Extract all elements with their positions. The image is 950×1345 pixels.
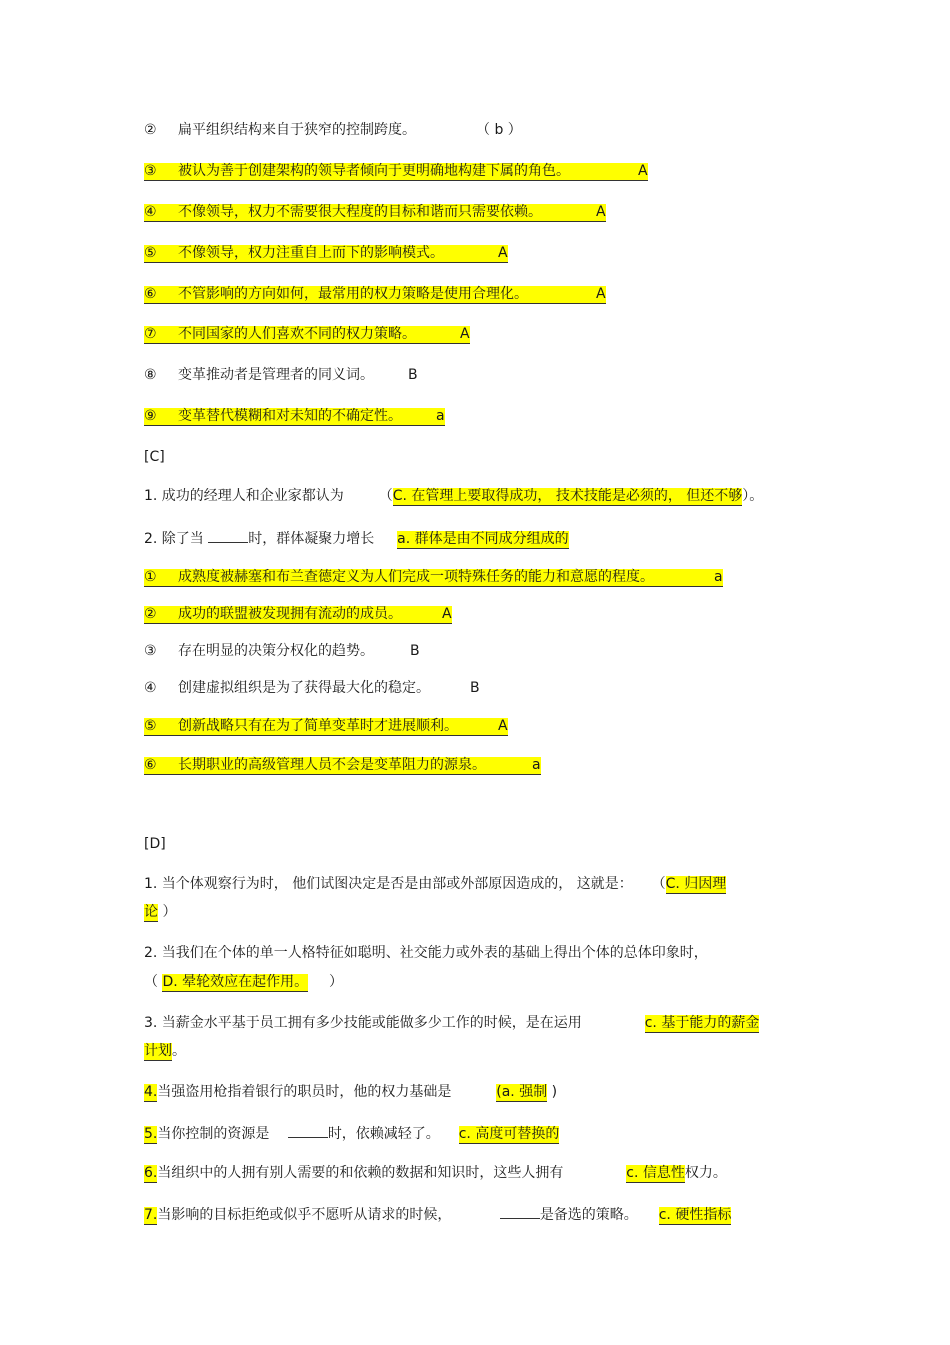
question-text: 2. 除了当 [144, 531, 204, 547]
question-d1 [144, 874, 726, 894]
answer-highlight: (a. 强制 [496, 1084, 548, 1100]
statement-body [144, 122, 522, 138]
statement-answer: a [714, 569, 723, 585]
statement-text: 存在明显的决策分权化的趋势。 [178, 643, 374, 659]
question-text: 权力。 [684, 1165, 727, 1181]
statement-answer: B [470, 680, 480, 696]
question-d1-cont [144, 902, 176, 922]
statement-text: 长期职业的高级管理人员不会是变革阻力的源泉。 [178, 757, 486, 773]
statement-text: 不像领导，权力不需要很大程度的目标和谐而只需要依赖。 [178, 204, 542, 220]
statement-number: ① [144, 569, 157, 585]
statement-answer: A [596, 204, 606, 220]
statement-text: 不管影响的方向如何，最常用的权力策略是使用合理化。 [178, 286, 528, 302]
statement-highlight [144, 408, 445, 426]
statement-text: 成熟度被赫塞和布兰查德定义为人们完成一项特殊任务的能力和意愿的程度。 [178, 569, 654, 585]
statement-answer: A [460, 326, 470, 342]
section-heading-c: [C] [144, 449, 165, 465]
statement-text: 不同国家的人们喜欢不同的权力策略。 [178, 326, 416, 342]
close-paren: ） [162, 904, 177, 920]
statement-item [144, 567, 723, 587]
statement-number: ④ [144, 204, 157, 220]
open-paren: （ [651, 876, 666, 892]
statement-number: ⑤ [144, 245, 157, 261]
statement-item [144, 641, 420, 661]
question-d6 [144, 1163, 727, 1183]
statement-number: ② [144, 122, 157, 138]
question-text: 当影响的目标拒绝或似乎不愿听从请求的时候， [157, 1207, 452, 1223]
statement-text: 成功的联盟被发现拥有流动的成员。 [178, 606, 402, 622]
statement-number: ⑤ [144, 718, 157, 734]
fill-blank [208, 528, 248, 543]
question-d2-cont [144, 972, 343, 992]
question-number-highlight: 4. [144, 1084, 158, 1100]
statement-highlight [144, 569, 723, 587]
statement-body [144, 367, 418, 383]
question-text: 是备选的策略。 [539, 1207, 638, 1223]
statement-item [144, 406, 445, 426]
statement-answer: A [498, 718, 508, 734]
statement-item [144, 161, 648, 181]
statement-highlight [144, 245, 508, 263]
answer-highlight: C. 在管理上要取得成功， 技术技能是必须的， 但还不够 [392, 488, 743, 504]
close-paren: ）。 [742, 488, 764, 504]
statement-item [144, 324, 470, 344]
statement-number: ② [144, 606, 157, 622]
statement-answer: a [436, 408, 445, 424]
statement-item [144, 243, 508, 263]
answer-highlight: a. 群体是由不同成分组成的 [397, 531, 569, 547]
statement-item [144, 120, 522, 140]
open-paren: （ [144, 974, 163, 990]
statement-text: 创新战略只有在为了简单变革时才进展顺利。 [178, 718, 458, 734]
statement-highlight [144, 204, 606, 222]
answer-highlight: 论 [144, 904, 158, 920]
question-d3-cont [144, 1041, 186, 1061]
statement-highlight [144, 606, 452, 624]
question-text: 当你控制的资源是 [157, 1126, 270, 1142]
question-text: 当组织中的人拥有别人需要的和依赖的数据和知识时，这些人拥有 [157, 1165, 564, 1181]
answer-highlight: 计划 [144, 1043, 172, 1059]
statement-text: 不像领导，权力注重自上而下的影响模式。 [178, 245, 444, 261]
statement-answer: B [408, 367, 418, 383]
statement-highlight [144, 718, 508, 736]
question-c1 [144, 486, 763, 506]
statement-body [144, 680, 480, 696]
question-text: 1. 成功的经理人和企业家都认为 [144, 488, 344, 504]
question-c2 [144, 528, 569, 549]
open-paren: （ [378, 488, 393, 504]
answer-highlight: c. 高度可替换的 [458, 1126, 560, 1142]
statement-highlight [144, 757, 541, 775]
question-d2 [144, 943, 708, 963]
statement-number: ④ [144, 680, 157, 696]
question-text: 当强盗用枪指着银行的职员时，他的权力基础是 [157, 1084, 452, 1100]
question-text: 3. 当薪金水平基于员工拥有多少技能或能做多少工作的时候，是在运用 [144, 1015, 582, 1031]
question-number-highlight: 6. [144, 1165, 158, 1181]
question-text: 时，群体凝聚力增长 [248, 531, 375, 547]
statement-answer: A [442, 606, 452, 622]
section-heading-d: [D] [144, 836, 166, 852]
statement-answer: （ b ） [476, 122, 522, 138]
question-text: 时，依赖减轻了。 [327, 1126, 440, 1142]
statement-answer: B [410, 643, 420, 659]
statement-highlight [144, 163, 648, 181]
answer-highlight: c. 信息性 [626, 1165, 685, 1181]
statement-number: ⑥ [144, 286, 157, 302]
question-d3 [144, 1013, 759, 1033]
statement-highlight [144, 326, 470, 344]
statement-item [144, 604, 452, 624]
statement-number: ⑦ [144, 326, 157, 342]
statement-item [144, 755, 541, 775]
statement-text: 变革推动者是管理者的同义词。 [178, 367, 374, 383]
statement-text: 创建虚拟组织是为了获得最大化的稳定。 [178, 680, 430, 696]
question-d5 [144, 1123, 559, 1144]
answer-highlight: D. 晕轮效应在起作用。 [162, 974, 309, 990]
question-text: 1. 当个体观察行为时， 他们试图决定是否是由部或外部原因造成的， 这就是： [144, 876, 633, 892]
statement-answer: A [498, 245, 508, 261]
close-paren: ) [551, 1084, 558, 1100]
statement-body [144, 643, 420, 659]
statement-answer: A [638, 163, 648, 179]
statement-item [144, 202, 606, 222]
statement-text: 被认为善于创建架构的领导者倾向于更明确地构建下属的角色。 [178, 163, 570, 179]
answer-highlight: c. 硬性指标 [658, 1207, 732, 1223]
answer-highlight: c. 基于能力的薪金 [644, 1015, 760, 1031]
question-text: 2. 当我们在个体的单一人格特征如聪明、社交能力或外表的基础上得出个体的总体印象时， [144, 945, 708, 961]
statement-number: ⑨ [144, 408, 157, 424]
close-paren: ） [329, 974, 344, 990]
fill-blank [288, 1123, 328, 1138]
statement-item [144, 365, 418, 385]
question-number-highlight: 5. [144, 1126, 158, 1142]
statement-number: ③ [144, 163, 157, 179]
fill-blank [500, 1204, 540, 1219]
statement-item [144, 678, 480, 698]
period: 。 [172, 1043, 186, 1059]
answer-highlight: C. 归因理 [665, 876, 727, 892]
statement-number: ③ [144, 643, 157, 659]
statement-item [144, 284, 606, 304]
statement-number: ⑧ [144, 367, 157, 383]
statement-number: ⑥ [144, 757, 157, 773]
statement-text: 变革替代模糊和对未知的不确定性。 [178, 408, 402, 424]
question-d4 [144, 1082, 557, 1102]
statement-item [144, 716, 508, 736]
question-d7 [144, 1204, 731, 1225]
statement-answer: a [532, 757, 541, 773]
statement-highlight [144, 286, 606, 304]
question-number-highlight: 7. [144, 1207, 158, 1223]
statement-text: 扁平组织结构来自于狭窄的控制跨度。 [178, 122, 416, 138]
statement-answer: A [596, 286, 606, 302]
